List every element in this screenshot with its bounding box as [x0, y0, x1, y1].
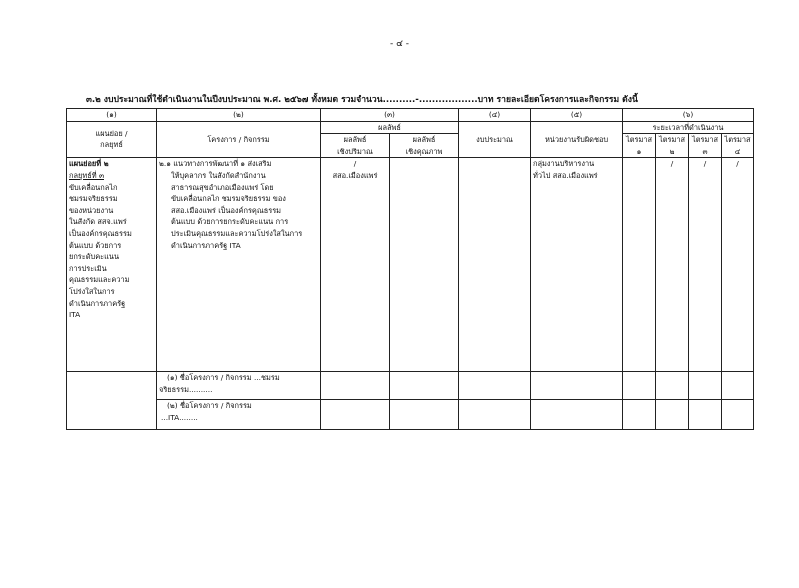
empty-cell	[689, 400, 722, 430]
budget-cell	[459, 158, 531, 372]
plan-table	[66, 108, 754, 430]
output-quantity-cell	[321, 158, 390, 372]
plan-line: เป็นองค์กรคุณธรรม	[69, 228, 132, 238]
col-number-3: (๓)	[321, 109, 459, 122]
plan-cell-empty	[67, 372, 157, 430]
header-quarter-3: ๓	[689, 146, 722, 158]
empty-cell	[321, 372, 390, 400]
empty-cell	[459, 372, 531, 400]
header-quarter-2: ๒	[656, 146, 689, 158]
header-quarter-label-4: ไตรมาส	[722, 134, 754, 146]
header-row	[67, 121, 754, 134]
col-number-5: (๕)	[531, 109, 623, 122]
project-line: ขับเคลื่อนกลไก ชมรมจริยธรรม ของ	[171, 194, 286, 204]
header-period: ระยะเวลาที่ดำเนินงาน	[623, 121, 754, 134]
empty-cell	[390, 372, 459, 400]
output-quantity-text: สสอ.เมืองแพร่	[332, 170, 378, 180]
quarter-4-cell: /	[722, 158, 754, 372]
header-plan: แผนย่อย / กลยุทธ์	[67, 121, 157, 158]
project-line: สสอ.เมืองแพร่ เป็นองค์กรคุณธรรม	[171, 205, 282, 215]
project-line: ต้นแบบ ด้วยการยกระดับคะแนน การ	[171, 217, 289, 227]
plan-line: การประเมิน	[69, 263, 107, 273]
table-row	[67, 158, 754, 372]
header-responsible: หน่วยงานรับผิดชอบ	[531, 121, 623, 158]
responsible-cell	[531, 158, 623, 372]
header-budget: งบประมาณ	[459, 121, 531, 158]
page-number: - ๔ -	[389, 39, 410, 49]
header-quarter-label-3: ไตรมาส	[689, 134, 722, 146]
header-quarter-label-2: ไตรมาส	[656, 134, 689, 146]
plan-cell	[67, 158, 157, 372]
plan-title: แผนย่อยที่ ๒	[69, 159, 109, 169]
sub-project-line: (๒) ชื่อโครงการ / กิจกรรม	[167, 401, 252, 411]
col-number-6: (๖)	[623, 109, 754, 122]
empty-cell	[623, 400, 656, 430]
header-quarter-label-1: ไตรมาส	[623, 134, 656, 146]
col-number-1: (๑)	[67, 109, 157, 122]
plan-line: ของหน่วยงาน	[69, 205, 114, 215]
sub-project-cell	[157, 400, 321, 430]
empty-cell	[390, 400, 459, 430]
empty-cell	[656, 400, 689, 430]
header-output: ผลลัพธ์	[321, 121, 459, 134]
plan-line: ต้นแบบ ด้วยการ	[69, 240, 122, 250]
responsible-line: กลุ่มงานบริหารงาน	[533, 159, 595, 169]
sub-project-line: จริยธรรม..........	[159, 384, 213, 394]
empty-cell	[459, 400, 531, 430]
project-line: ๒.๑ แนวทางการพัฒนาที่ ๑ ส่งเสริม	[159, 159, 272, 169]
quarter-1-cell	[623, 158, 656, 372]
plan-line: ITA	[69, 310, 81, 320]
header-project: โครงการ / กิจกรรม	[157, 121, 321, 158]
col-number-2: (๒)	[157, 109, 321, 122]
header-output-quality: ผลลัพธ์ เชิงคุณภาพ	[390, 134, 459, 158]
empty-cell	[623, 372, 656, 400]
plan-line: ขับเคลื่อนกลไก	[69, 182, 118, 192]
empty-cell	[722, 372, 754, 400]
empty-cell	[722, 400, 754, 430]
output-quality-cell	[390, 158, 459, 372]
column-number-row	[67, 109, 754, 122]
header-quarter-1: ๑	[623, 146, 656, 158]
empty-cell	[531, 372, 623, 400]
sub-project-line: (๑) ชื่อโครงการ / กิจกรรม ...ชมรม	[167, 373, 280, 383]
project-line: ดำเนินการภาครัฐ ITA	[171, 240, 241, 250]
empty-cell	[321, 400, 390, 430]
responsible-line: ทั่วไป สสอ.เมืองแพร่	[533, 170, 598, 180]
empty-cell	[656, 372, 689, 400]
col-number-4: (๔)	[459, 109, 531, 122]
table-row	[67, 400, 754, 430]
plan-line: ในสังกัด สสจ.แพร่	[69, 217, 127, 227]
empty-cell	[689, 372, 722, 400]
table-row	[67, 372, 754, 400]
output-check-mark: /	[353, 159, 357, 169]
plan-strategy: กลยุทธ์ที่ ๓	[69, 170, 104, 180]
empty-cell	[531, 400, 623, 430]
header-output-quantity: ผลลัพธ์ เชิงปริมาณ	[321, 134, 390, 158]
section-heading: ๓.๒ งบประมาณที่ใช้ดำเนินงานในปีงบประมาณ พ.ศ. ๒๕๖๗ ทั้งหมด รวมจำนวน..........-..................บาท รายละเอียดโครงการและกิจกรรม ดังนี้	[86, 95, 638, 105]
project-line: ประเมินคุณธรรมและความโปร่งใสในการ	[171, 228, 303, 238]
header-quarter-4: ๔	[722, 146, 754, 158]
quarter-3-cell: /	[689, 158, 722, 372]
project-cell	[157, 158, 321, 372]
sub-project-cell	[157, 372, 321, 400]
plan-line: ดำเนินการภาครัฐ	[69, 298, 126, 308]
quarter-2-cell: /	[656, 158, 689, 372]
plan-line: ชมรมจริยธรรม	[69, 194, 118, 204]
project-line: ให้บุคลากร ในสังกัดสำนักงาน	[171, 170, 266, 180]
plan-line: ยกระดับคะแนน	[69, 252, 120, 262]
plan-line: โปร่งใสในการ	[69, 286, 115, 296]
plan-line: คุณธรรมและความ	[69, 275, 130, 285]
project-line: สาธารณสุขอำเภอเมืองแพร่ โดย	[171, 182, 274, 192]
sub-project-line: ...ITA........	[161, 412, 198, 422]
